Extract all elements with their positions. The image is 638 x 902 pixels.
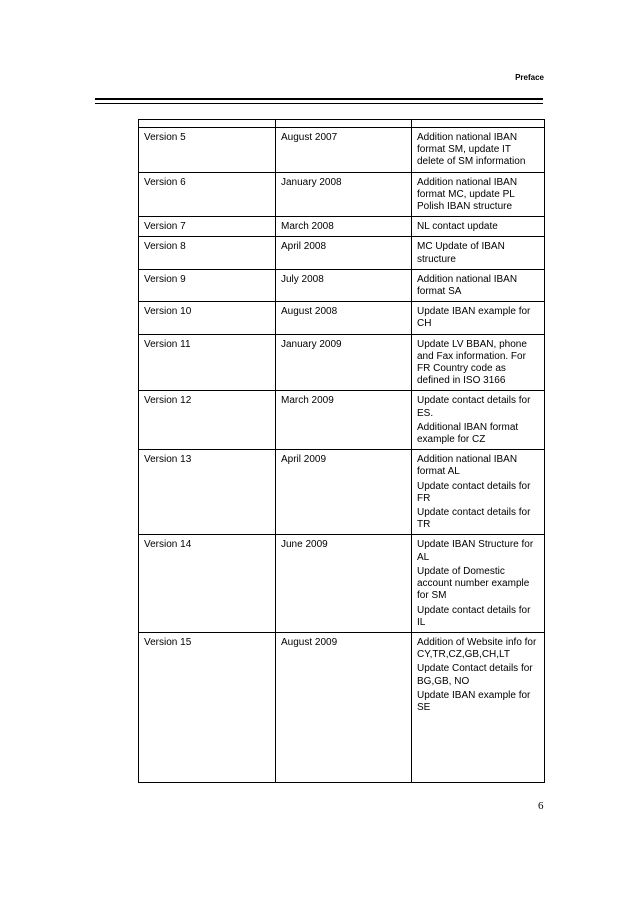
version-cell: Version 10 <box>139 302 276 334</box>
date-cell: January 2008 <box>276 172 412 217</box>
date-cell: March 2008 <box>276 217 412 237</box>
table-row <box>139 237 545 269</box>
changes-cell <box>412 450 545 535</box>
table-row <box>139 334 545 391</box>
change-description: Update of Domestic account number example for SM <box>417 565 530 602</box>
date-cell: March 2009 <box>276 391 412 450</box>
change-description: Update contact details for ES. <box>417 395 531 419</box>
table-row <box>139 302 545 334</box>
table-body <box>139 120 545 783</box>
changes-cell <box>412 128 545 173</box>
version-cell: Version 11 <box>139 334 276 391</box>
version-cell: Version 7 <box>139 217 276 237</box>
version-cell: Version 6 <box>139 172 276 217</box>
table-row <box>139 172 545 217</box>
version-cell: Version 5 <box>139 128 276 173</box>
changes-cell <box>412 237 545 269</box>
header-rule-thin <box>95 103 543 104</box>
date-cell: April 2009 <box>276 450 412 535</box>
date-cell: January 2009 <box>276 334 412 391</box>
changes-cell <box>412 535 545 632</box>
change-description: Update IBAN example for SE <box>417 689 531 713</box>
changes-cell <box>412 334 545 391</box>
date-cell: August 2009 <box>276 632 412 782</box>
page-number: 6 <box>538 800 544 812</box>
change-description: Addition of Website info for CY,TR,CZ,GB,CH,LT <box>417 636 537 661</box>
page-header-title: Preface <box>515 73 544 82</box>
version-cell: Version 9 <box>139 269 276 301</box>
table-row <box>139 128 545 173</box>
header-rule-thick <box>95 98 543 100</box>
date-cell: July 2008 <box>276 269 412 301</box>
change-description: MC Update of IBAN structure <box>417 241 505 265</box>
change-description: NL contact update <box>417 221 498 233</box>
change-description: Update contact details for IL <box>417 604 531 628</box>
version-cell: Version 14 <box>139 535 276 632</box>
table-row <box>139 535 545 632</box>
change-description: Addition national IBAN format MC, update PL Polish IBAN structure <box>417 176 518 213</box>
blank-cell <box>276 120 412 128</box>
table-row <box>139 450 545 535</box>
changes-cell <box>412 217 545 237</box>
changes-cell <box>412 269 545 301</box>
change-description: Additional IBAN format example for CZ <box>417 421 519 446</box>
version-cell: Version 8 <box>139 237 276 269</box>
date-cell: August 2007 <box>276 128 412 173</box>
version-history-table <box>138 119 545 783</box>
version-cell: Version 13 <box>139 450 276 535</box>
change-description: Addition national IBAN format AL <box>417 454 518 478</box>
changes-cell <box>412 302 545 334</box>
table-row <box>139 269 545 301</box>
date-cell: August 2008 <box>276 302 412 334</box>
version-cell: Version 12 <box>139 391 276 450</box>
changes-cell <box>412 172 545 217</box>
changes-cell <box>412 632 545 782</box>
table-blank-row <box>139 120 545 128</box>
blank-cell <box>139 120 276 128</box>
date-cell: June 2009 <box>276 535 412 632</box>
change-description: Update IBAN example for CH <box>417 306 531 330</box>
change-description: Update LV BBAN, phone and Fax information. For FR Country code as defined in ISO 3166 <box>417 338 527 387</box>
change-description: Update Contact details for BG,GB, NO <box>417 663 533 687</box>
table-row <box>139 391 545 450</box>
changes-cell <box>412 391 545 450</box>
blank-cell <box>412 120 545 128</box>
version-cell: Version 15 <box>139 632 276 782</box>
change-description: Update IBAN Structure for AL <box>417 539 534 563</box>
date-cell: April 2008 <box>276 237 412 269</box>
change-description: Update contact details for TR <box>417 507 531 531</box>
change-description: Addition national IBAN format SM, update IT delete of SM information <box>417 132 526 168</box>
change-description: Addition national IBAN format SA <box>417 273 518 298</box>
table-row <box>139 217 545 237</box>
table-row <box>139 632 545 782</box>
change-description: Update contact details for FR <box>417 480 531 504</box>
